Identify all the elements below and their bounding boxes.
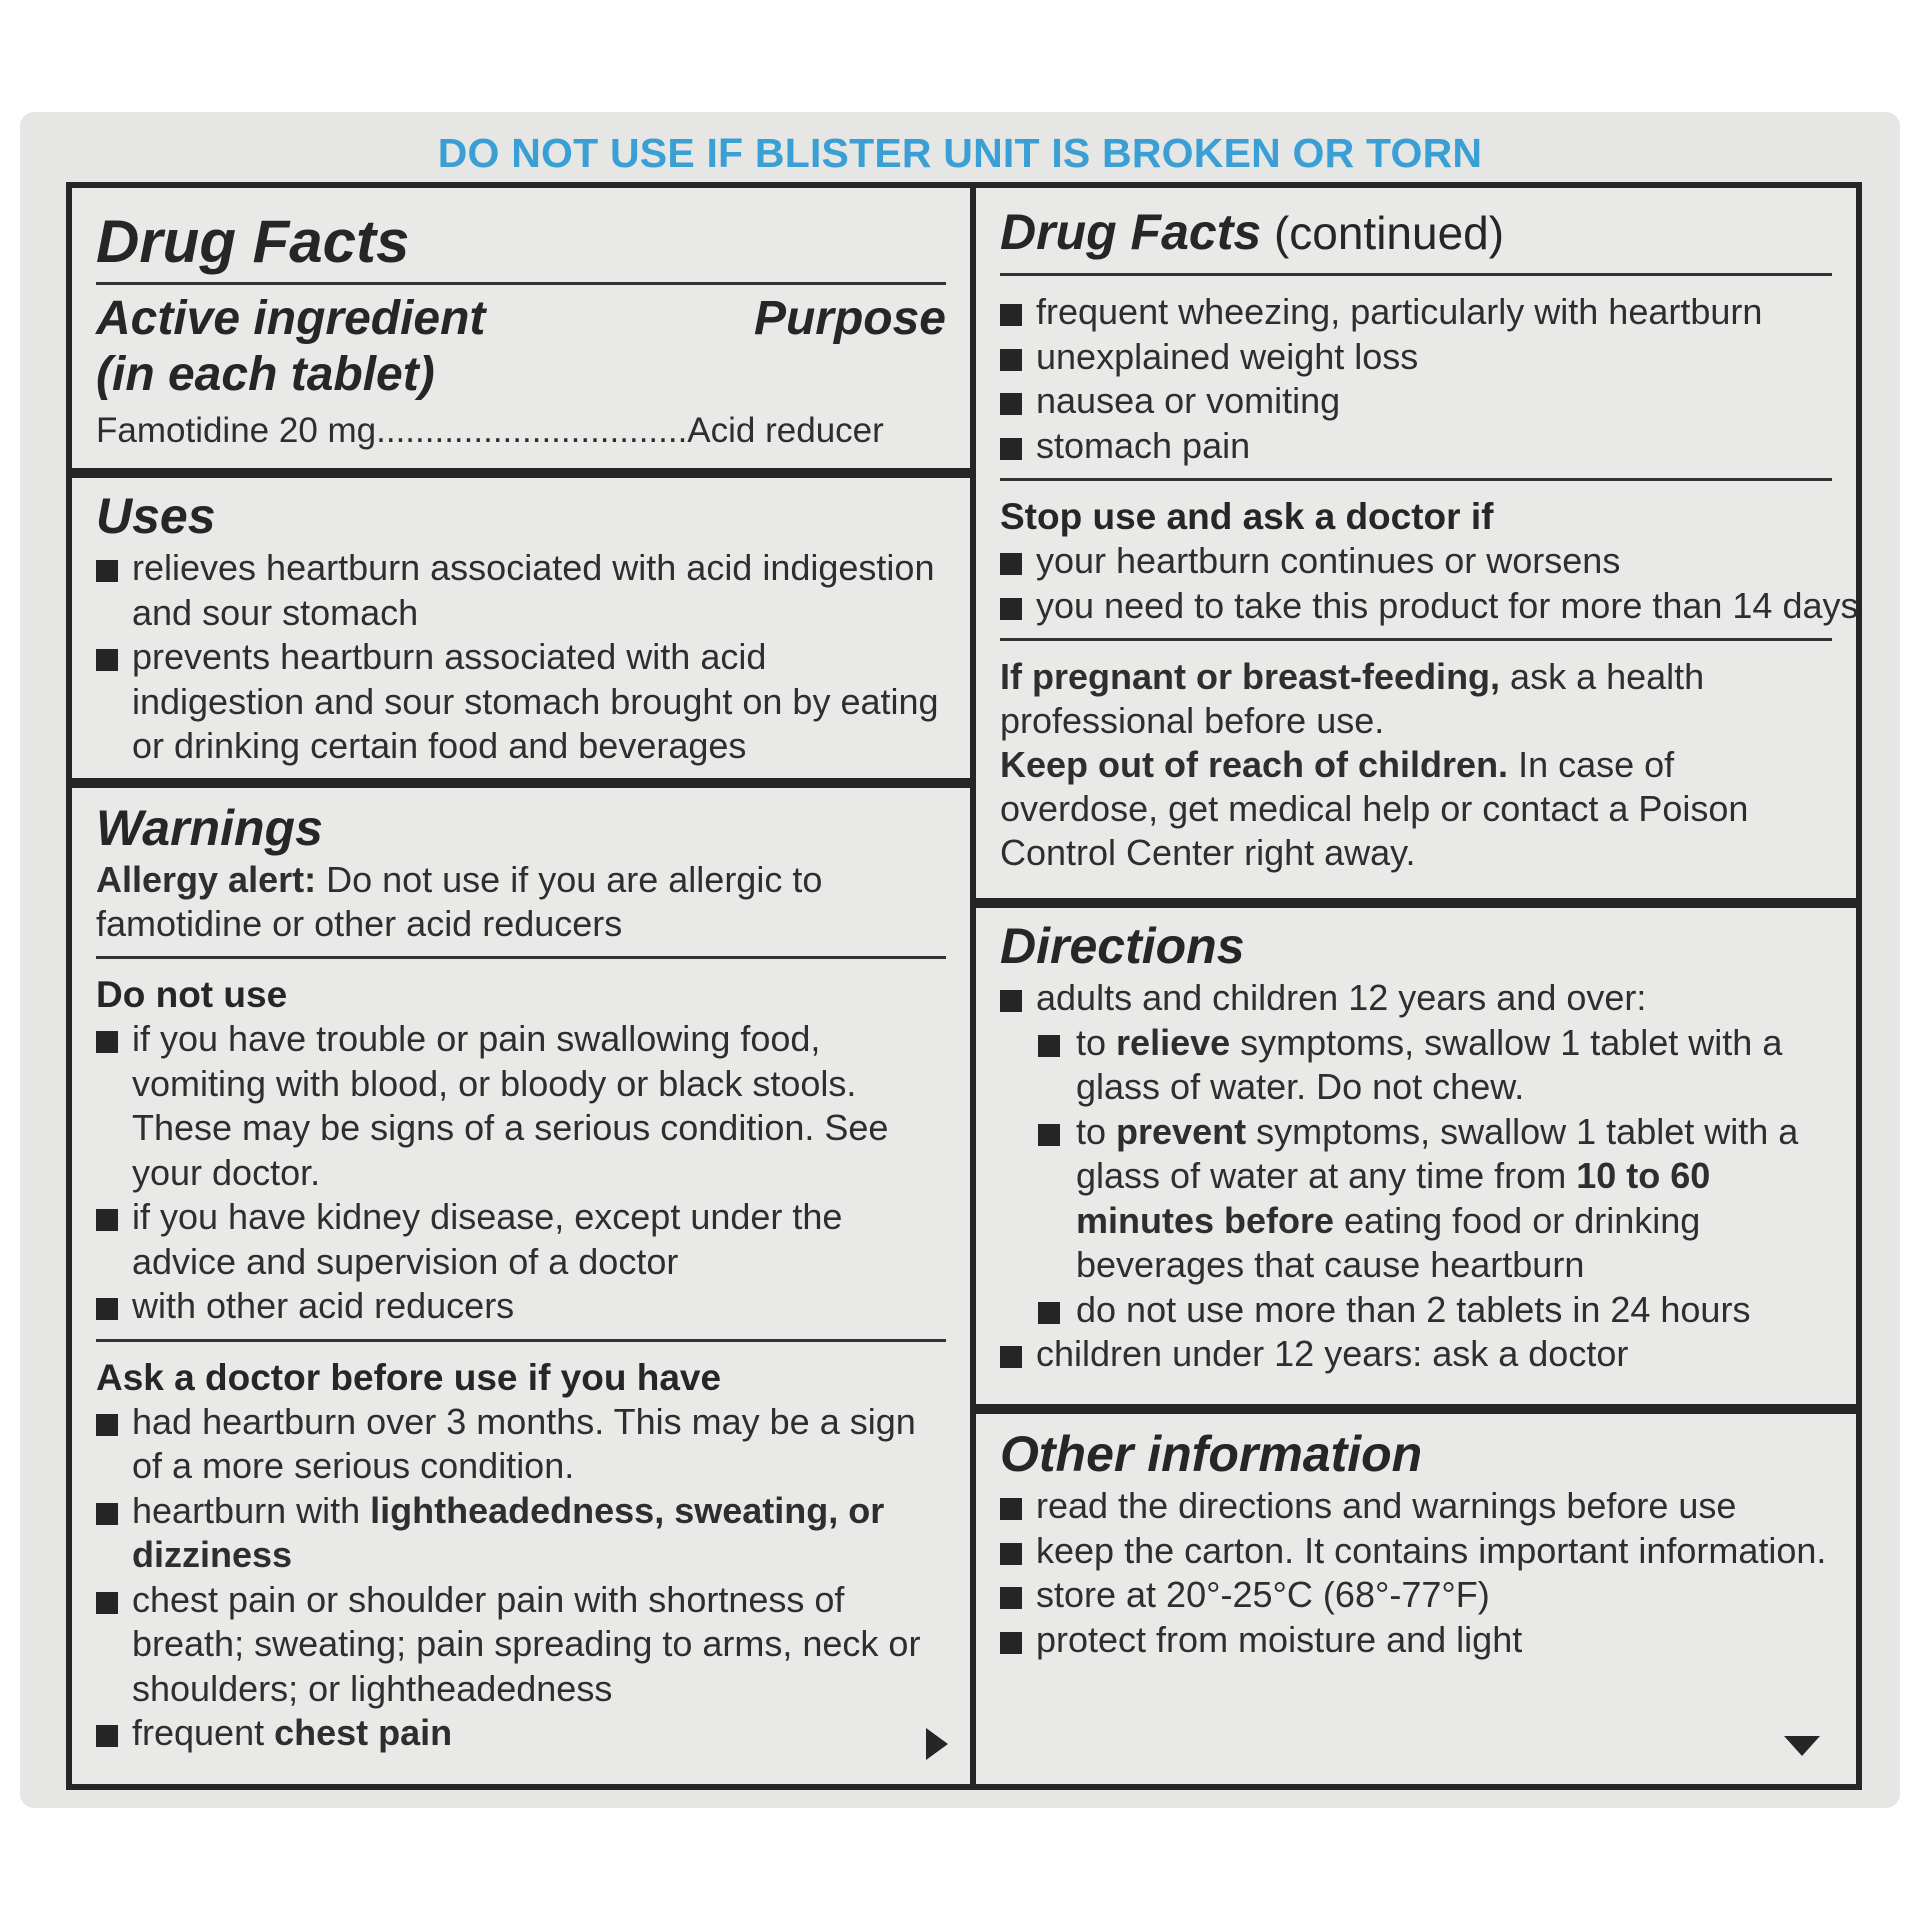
list-item: if you have kidney disease, except under the advice and supervision of a doctor (96, 1195, 946, 1284)
section-divider (976, 1404, 1856, 1414)
bullet-square-icon (1038, 1035, 1060, 1057)
list-item: with other acid reducers (96, 1284, 946, 1329)
list-item: adults and children 12 years and over: (1000, 976, 1832, 1021)
section-divider (976, 898, 1856, 908)
bullet-square-icon (1038, 1124, 1060, 1146)
do-not-use-list (96, 1017, 946, 1329)
list-item: if you have trouble or pain swallowing food, vomiting with blood, or bloody or black stools. These may be signs of a serious condition. See your doctor. (96, 1017, 946, 1195)
bullet-square-icon (1000, 438, 1022, 460)
list-item: heartburn with lightheadedness, sweating, or dizziness (96, 1489, 946, 1578)
list-item: read the directions and warnings before use (1000, 1484, 1832, 1529)
stop-use-heading: Stop use and ask a doctor if (1000, 496, 1494, 537)
blister-warning-banner: DO NOT USE IF BLISTER UNIT IS BROKEN OR TORN (437, 130, 1483, 176)
bullet-square-icon (96, 560, 118, 582)
active-ingredient-heading: Active ingredient (96, 292, 486, 345)
pregnancy-warning: If pregnant or breast-feeding, ask a health professional before use. (1000, 656, 1705, 741)
warnings-section (72, 798, 970, 1756)
uses-list (96, 546, 946, 769)
ask-doctor-list (96, 1400, 946, 1756)
list-item: chest pain or shoulder pain with shortness of breath; sweating; pain spreading to arms, neck or shoulders; or lightheadedness (96, 1578, 946, 1712)
list-item: prevents heartburn associated with acid indigestion and sour stomach brought on by eating or drinking certain food and beverages (96, 635, 946, 769)
directions-section (976, 916, 1856, 1377)
list-item: frequent chest pain (96, 1711, 946, 1756)
bullet-square-icon (96, 1209, 118, 1231)
list-item: to prevent symptoms, swallow 1 tablet with a glass of water at any time from 10 to 60 minutes before eating food or drinking beverages that cause heartburn (1038, 1110, 1832, 1288)
warnings-rule (96, 1339, 946, 1342)
directions-list (1000, 976, 1832, 1021)
bullet-square-icon (96, 1503, 118, 1525)
continued-section (976, 202, 1859, 875)
bullet-square-icon (1000, 1498, 1022, 1520)
bullet-square-icon (1000, 1587, 1022, 1609)
bullet-square-icon (1000, 553, 1022, 575)
drug-facts-continued-title: Drug Facts (continued) (1000, 204, 1505, 260)
directions-list (1000, 1332, 1832, 1377)
section-rule (1000, 478, 1832, 481)
bullet-square-icon (96, 649, 118, 671)
warnings-heading: Warnings (96, 800, 323, 856)
ask-doctor-continued-list (1000, 290, 1832, 468)
list-item: store at 20°-25°C (68°-77°F) (1000, 1573, 1832, 1618)
drug-facts-title: Drug Facts (96, 208, 410, 275)
ingredient-line: Famotidine 20 mg................................Acid reducer (96, 411, 884, 450)
bullet-square-icon (1000, 1632, 1022, 1654)
bullet-square-icon (96, 1414, 118, 1436)
list-item: do not use more than 2 tablets in 24 hours (1038, 1288, 1832, 1333)
list-item: you need to take this product for more than 14 days (1000, 584, 1832, 629)
list-item: to relieve symptoms, swallow 1 tablet with a glass of water. Do not chew. (1038, 1021, 1832, 1110)
active-ingredient-subheading: (in each tablet) (96, 348, 435, 401)
other-information-section (976, 1424, 1856, 1662)
bullet-square-icon (96, 1298, 118, 1320)
drug-facts-panel (66, 182, 1862, 1790)
list-item: unexplained weight loss (1000, 335, 1832, 380)
bullet-square-icon (1000, 349, 1022, 371)
bullet-square-icon (96, 1725, 118, 1747)
list-item: nausea or vomiting (1000, 379, 1832, 424)
bullet-square-icon (1000, 1346, 1022, 1368)
other-information-list (1000, 1484, 1832, 1662)
bullet-square-icon (96, 1592, 118, 1614)
bullet-square-icon (1000, 304, 1022, 326)
warnings-rule (96, 956, 946, 959)
list-item: had heartburn over 3 months. This may be a sign of a more serious condition. (96, 1400, 946, 1489)
other-information-heading: Other information (1000, 1426, 1423, 1482)
uses-heading: Uses (96, 488, 216, 544)
drug-facts-header (72, 206, 970, 453)
keep-out-of-reach-warning: Keep out of reach of children. In case of overdose, get medical help or contact a Poison Control Center right away. (1000, 744, 1749, 873)
header-rule (1000, 273, 1832, 276)
list-item: relieves heartburn associated with acid indigestion and sour stomach (96, 546, 946, 635)
active-ingredient-header (96, 291, 946, 403)
purpose-heading: Purpose (753, 292, 946, 345)
drug-facts-left-column (72, 188, 970, 1784)
list-item: your heartburn continues or worsens (1000, 539, 1832, 584)
bullet-square-icon (1000, 1543, 1022, 1565)
bullet-square-icon (1000, 990, 1022, 1012)
section-divider (72, 468, 970, 478)
uses-section (72, 486, 970, 769)
directions-heading: Directions (1000, 918, 1245, 974)
list-item: stomach pain (1000, 424, 1832, 469)
bullet-square-icon (1000, 393, 1022, 415)
section-rule (1000, 638, 1832, 641)
list-item: keep the carton. It contains important information. (1000, 1529, 1832, 1574)
list-item: protect from moisture and light (1000, 1618, 1832, 1663)
directions-sublist (1038, 1021, 1832, 1333)
stop-use-list (1000, 539, 1859, 628)
drug-facts-right-column (976, 188, 1859, 1784)
bullet-square-icon (96, 1031, 118, 1053)
do-not-use-heading: Do not use (96, 974, 288, 1015)
continue-right-arrow-icon (926, 1728, 948, 1760)
bullet-square-icon (1000, 598, 1022, 620)
bullet-square-icon (1038, 1302, 1060, 1324)
continue-down-arrow-icon (1784, 1736, 1820, 1756)
allergy-alert: Allergy alert: Do not use if you are allergic to famotidine or other acid reducers (96, 859, 823, 944)
list-item: frequent wheezing, particularly with heartburn (1000, 290, 1832, 335)
list-item: children under 12 years: ask a doctor (1000, 1332, 1832, 1377)
header-rule (96, 282, 946, 285)
ask-doctor-heading: Ask a doctor before use if you have (96, 1356, 722, 1398)
section-divider (72, 778, 970, 788)
